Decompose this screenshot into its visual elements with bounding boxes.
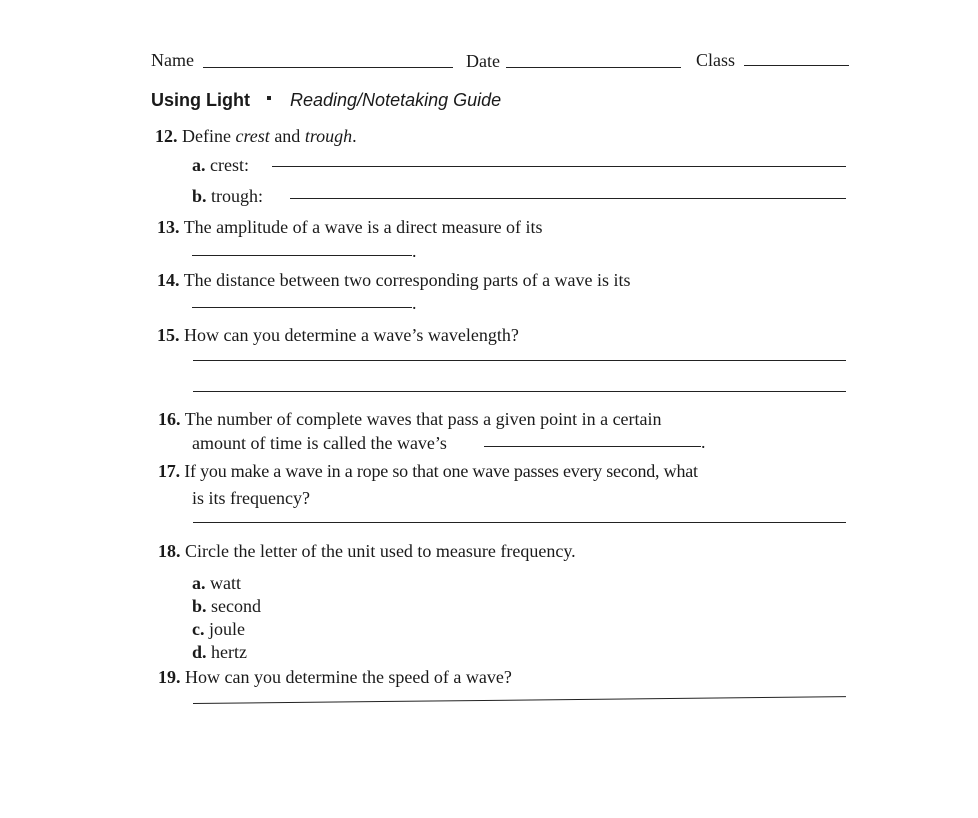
- q18-option-b[interactable]: [192, 596, 261, 617]
- q18-option-a[interactable]: [192, 573, 241, 594]
- option-letter: b.: [192, 596, 207, 616]
- question-text: How can you determine a wave’s wavelength?: [184, 325, 519, 345]
- q18-option-d[interactable]: [192, 642, 247, 663]
- q12-term-crest: crest: [235, 126, 270, 146]
- crest-answer-line[interactable]: [272, 166, 846, 167]
- question-18: [158, 541, 576, 562]
- question-number: 15.: [157, 325, 180, 345]
- q12-period: .: [352, 126, 357, 146]
- q12-mid: and: [274, 126, 301, 146]
- question-number: 19.: [158, 667, 181, 687]
- question-number: 16.: [158, 409, 181, 429]
- question-number: 18.: [158, 541, 181, 561]
- name-label: Name: [151, 50, 194, 70]
- question-14: [157, 270, 631, 291]
- option-text: watt: [210, 573, 241, 593]
- chapter-title: Using Light: [151, 90, 250, 110]
- question-17: [158, 461, 698, 482]
- question-19: [158, 667, 512, 688]
- question-text-line2: amount of time is called the wave’s: [192, 433, 447, 453]
- question-text: The distance between two corresponding parts of a wave is its: [183, 270, 631, 290]
- option-text: second: [211, 596, 261, 616]
- option-text: trough:: [211, 186, 264, 206]
- trough-answer-line[interactable]: [290, 198, 846, 199]
- question-text: How can you determine the speed of a wave?: [185, 667, 512, 687]
- option-text: hertz: [211, 642, 247, 662]
- name-answer-line[interactable]: [203, 67, 453, 68]
- q13-answer-line[interactable]: [192, 255, 412, 256]
- option-letter: d.: [192, 642, 207, 662]
- option-letter: a.: [192, 155, 206, 175]
- q18-option-c[interactable]: [192, 619, 245, 640]
- q16-period: .: [701, 432, 706, 452]
- question-number: 12.: [155, 126, 178, 146]
- option-letter: b.: [192, 186, 207, 206]
- q19-answer-line[interactable]: [193, 696, 846, 704]
- question-13: [157, 217, 543, 238]
- option-letter: a.: [192, 573, 206, 593]
- option-letter: c.: [192, 619, 205, 639]
- q12-option-a: [192, 155, 249, 176]
- date-answer-line[interactable]: [506, 67, 681, 68]
- q12-pre: Define: [182, 126, 231, 146]
- question-text: The amplitude of a wave is a direct measure of its: [183, 217, 543, 237]
- question-12: [155, 126, 357, 147]
- option-text: crest:: [210, 155, 249, 175]
- question-text: Circle the letter of the unit used to measure frequency.: [185, 541, 576, 561]
- question-text-line1: If you make a wave in a rope so that one wave passes every second, what: [184, 461, 698, 481]
- question-text-line1: The number of complete waves that pass a given point in a certain: [184, 409, 662, 429]
- q12-option-b: [192, 186, 263, 207]
- question-15: [157, 325, 519, 346]
- q15-answer-line-1[interactable]: [193, 360, 846, 361]
- q14-period: .: [412, 293, 417, 313]
- question-number: 13.: [157, 217, 180, 237]
- separator-bullet: [267, 96, 271, 100]
- date-label: Date: [466, 51, 500, 71]
- question-16: [158, 409, 662, 430]
- class-answer-line[interactable]: [744, 65, 849, 66]
- class-label: Class: [696, 50, 736, 70]
- q13-period: .: [412, 241, 417, 261]
- question-number: 14.: [157, 270, 180, 290]
- guide-title: Reading/Notetaking Guide: [290, 90, 502, 110]
- question-number: 17.: [158, 461, 180, 481]
- q14-answer-line[interactable]: [192, 307, 412, 308]
- question-text-line2: is its frequency?: [192, 488, 310, 508]
- q15-answer-line-2[interactable]: [193, 391, 846, 392]
- q12-term-trough: trough: [304, 126, 353, 146]
- option-text: joule: [209, 619, 245, 639]
- q17-answer-line[interactable]: [193, 522, 846, 523]
- q16-answer-line[interactable]: [484, 446, 701, 447]
